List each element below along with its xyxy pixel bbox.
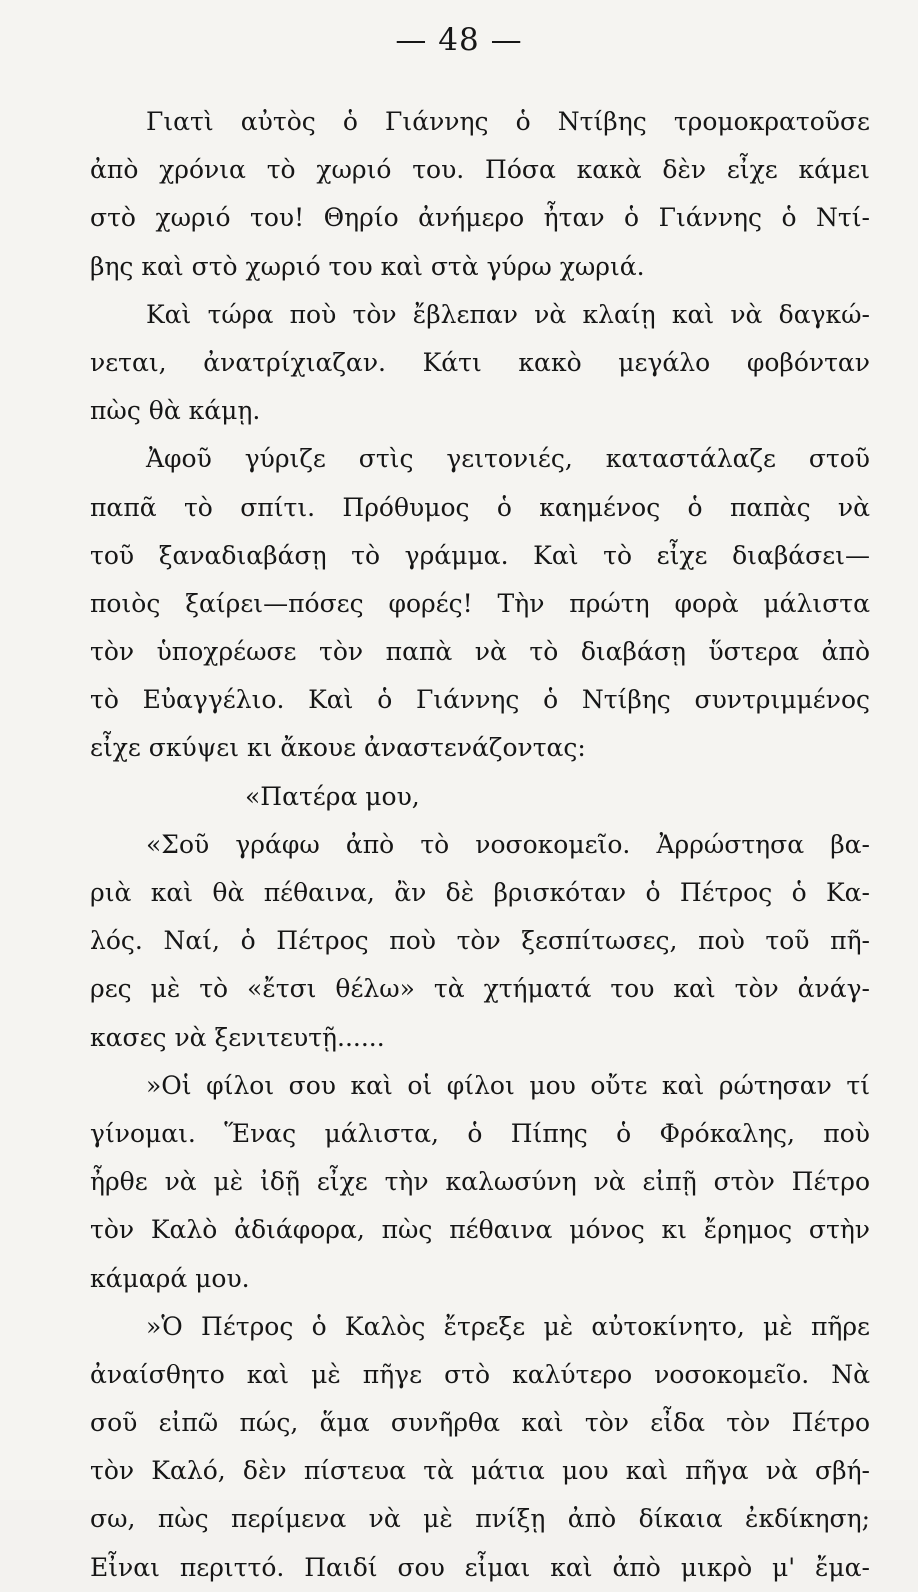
text-line: Καὶ τώρα ποὺ τὸν ἔβλεπαν νὰ κλαίῃ καὶ νὰ δαγκώ- <box>146 299 870 329</box>
text-line: ρες μὲ τὸ «ἔτσι θέλω» τὰ χτήματά του καὶ τὸν ἀνάγ- <box>90 974 870 1004</box>
text-line: τὸν ὑποχρέωσε τὸν παπὰ νὰ τὸ διαβάσῃ ὕστερα ἀπὸ <box>90 637 870 667</box>
text-line: τὸ Εὐαγγέλιο. Καὶ ὁ Γιάννης ὁ Ντίβης συντριμμένος <box>90 685 870 715</box>
text-line: στὸ χωριό του! Θηρίο ἀνήμερο ἦταν ὁ Γιάννης ὁ Ντί- <box>90 203 870 233</box>
text-line: λός. Ναί, ὁ Πέτρος ποὺ τὸν ξεσπίτωσες, ποὺ τοῦ πῆ- <box>90 926 870 956</box>
text-line: ποιὸς ξαίρει—πόσες φορές! Τὴν πρώτη φορὰ μάλιστα <box>90 588 870 618</box>
text-line: »Οἱ φίλοι σου καὶ οἱ φίλοι μου οὔτε καὶ ρώτησαν τί <box>146 1070 870 1100</box>
text-line: πὼς θὰ κάμῃ. <box>90 396 261 426</box>
text-line: νεται, ἀνατρίχιαζαν. Κάτι κακὸ μεγάλο φοβόνταν <box>90 347 870 377</box>
text-line: »Ὁ Πέτρος ὁ Καλὸς ἔτρεξε μὲ αὐτοκίνητο, μὲ πῆρε <box>146 1311 870 1341</box>
text-line: Εἶναι περιττό. Παιδί σου εἶμαι καὶ ἀπὸ μικρὸ μ' ἔμα- <box>90 1552 870 1582</box>
text-line: Γιατὶ αὐτὸς ὁ Γιάννης ὁ Ντίβης τρομοκρατοῦσε <box>146 107 870 136</box>
text-line: τοῦ ξαναδιαβάσῃ τὸ γράμμα. Καὶ τὸ εἶχε διαβάσει— <box>90 540 870 570</box>
text-line: σοῦ εἰπῶ πώς, ἅμα συνῆρθα καὶ τὸν εἶδα τὸν Πέτρο <box>90 1408 870 1438</box>
text-line: ἀναίσθητο καὶ μὲ πῆγε στὸ καλύτερο νοσοκομεῖο. Νὰ <box>90 1359 870 1389</box>
text-line: κάμαρά μου. <box>90 1263 250 1293</box>
text-line: παπᾶ τὸ σπίτι. Πρόθυμος ὁ καημένος ὁ παπὰς νὰ <box>90 492 870 522</box>
text-line: τὸν Καλὸ ἀδιάφορα, πὼς πέθαινα μόνος κι ἔρημος στὴν <box>90 1215 870 1245</box>
text-line: βης καὶ στὸ χωριό του καὶ στὰ γύρω χωριά. <box>90 251 645 281</box>
text-line: Ἀφοῦ γύριζε στὶς γειτονιές, καταστάλαζε στοῦ <box>146 444 870 474</box>
text-line: εἶχε σκύψει κι ἄκουε ἀναστενάζοντας: <box>90 733 586 763</box>
text-line: τὸν Καλό, δὲν πίστευα τὰ μάτια μου καὶ πῆγα νὰ σβή- <box>90 1456 870 1486</box>
text-line: γίνομαι. Ἕνας μάλιστα, ὁ Πίπης ὁ Φρόκαλης, ποὺ <box>90 1118 870 1148</box>
text-line: ριὰ καὶ θὰ πέθαινα, ἂν δὲ βρισκόταν ὁ Πέτρος ὁ Κα- <box>90 878 870 907</box>
text-line: σω, πὼς περίμενα νὰ μὲ πνίξῃ ἀπὸ δίκαια ἐκδίκηση; <box>90 1504 870 1534</box>
text-line: «Σοῦ γράφω ἀπὸ τὸ νοσοκομεῖο. Ἀρρώστησα βα- <box>146 829 870 859</box>
page-number: — 48 — <box>395 22 523 58</box>
letter-salutation: «Πατέρα μου, <box>245 781 420 811</box>
body-text <box>90 98 870 1592</box>
text-line: ἀπὸ χρόνια τὸ χωριό του. Πόσα κακὰ δὲν εἶχε κάμει <box>90 155 870 185</box>
text-line: κασες νὰ ξενιτευτῇ...... <box>90 1022 385 1052</box>
text-line: ἦρθε νὰ μὲ ἰδῇ εἶχε τὴν καλωσύνη νὰ εἰπῇ στὸν Πέτρο <box>90 1167 870 1197</box>
